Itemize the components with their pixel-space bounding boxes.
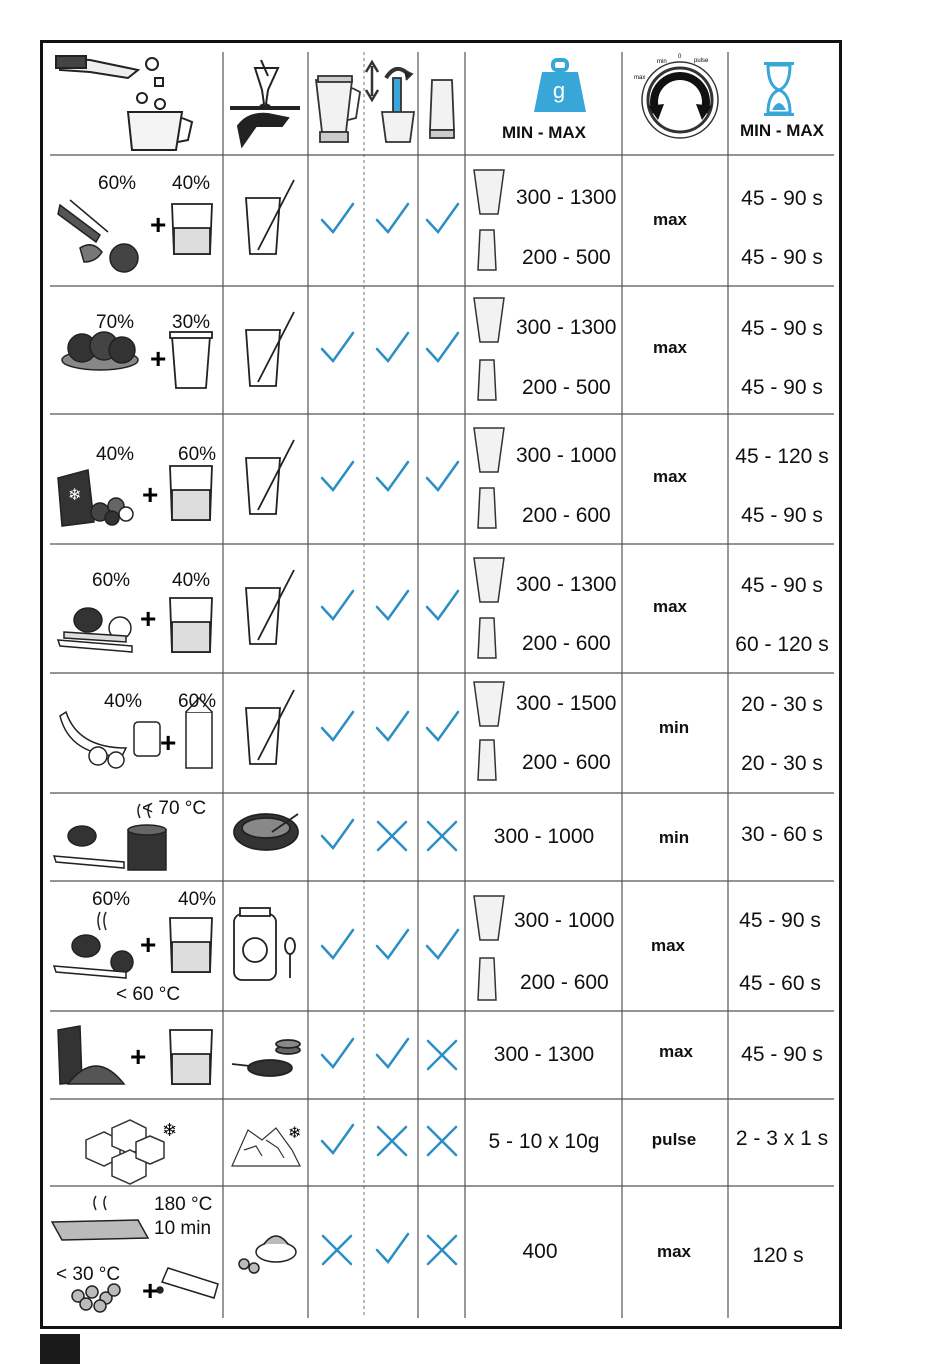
row2-time-jug: 45 - 90 s xyxy=(741,317,823,340)
row6-qty: 300 - 1000 xyxy=(493,825,595,848)
row6-mill-cup-cross-icon xyxy=(428,822,456,850)
row1-time-jug: 45 - 90 s xyxy=(741,187,823,210)
row5-solid-pct: 40% xyxy=(104,691,143,712)
svg-text:+: + xyxy=(140,603,157,634)
row4-mill-cup-check-icon xyxy=(427,591,458,619)
row10-qty: 400 xyxy=(522,1240,558,1263)
row5-speed: min xyxy=(658,718,690,737)
row4-time-cup: 60 - 120 s xyxy=(735,633,829,656)
row7-temp: < 60 °C xyxy=(116,984,181,1005)
svg-text:+: + xyxy=(150,209,167,240)
row3-qty-cup: 200 - 600 xyxy=(522,504,611,527)
row8-qty: 300 - 1300 xyxy=(493,1043,595,1066)
row9-mill-cup-cross-icon xyxy=(428,1127,456,1155)
row4-solid-pct: 60% xyxy=(92,570,131,591)
row10-mill-cup-cross-icon xyxy=(428,1236,456,1264)
row7-mill-cup-check-icon xyxy=(427,930,458,958)
row5-liquid-pct: 60% xyxy=(178,691,217,712)
plus-sign: + xyxy=(142,1275,159,1306)
row3-jug-check-icon xyxy=(322,462,353,490)
row3-time-jug: 45 - 120 s xyxy=(735,445,829,468)
row1-qty-jug: 300 - 1300 xyxy=(516,186,617,209)
row7-time-jug: 45 - 90 s xyxy=(739,909,821,932)
svg-text:❄: ❄ xyxy=(68,487,82,504)
row4-liquid-pct: 40% xyxy=(172,570,211,591)
row7-time-cup: 45 - 60 s xyxy=(739,972,821,995)
dial-zero-label: 0 xyxy=(678,54,682,60)
row4-qty-cup: 200 - 600 xyxy=(522,632,611,655)
row3-mill-cup-check-icon xyxy=(427,462,458,490)
row5-mill-insert-check-icon xyxy=(377,712,408,740)
row4-mill-insert-check-icon xyxy=(377,591,408,619)
row5-jug-check-icon xyxy=(322,712,353,740)
row1-qty-cup: 200 - 500 xyxy=(522,246,611,269)
row1-time-cup: 45 - 90 s xyxy=(741,246,823,269)
dial-pulse-label: pulse xyxy=(694,58,709,64)
row3-qty-jug: 300 - 1000 xyxy=(516,444,617,467)
weight-range-header: MIN - MAX xyxy=(501,123,587,142)
row6-temp: < 70 °C xyxy=(142,798,207,819)
row2-qty-jug: 300 - 1300 xyxy=(516,316,617,339)
row5-qty-jug: 300 - 1500 xyxy=(516,692,617,715)
svg-text:+: + xyxy=(130,1041,147,1072)
row1-solid-pct: 60% xyxy=(98,173,137,194)
row6-mill-insert-cross-icon xyxy=(378,822,406,850)
row5-time-jug: 20 - 30 s xyxy=(741,693,823,716)
row10-roast-time: 10 min xyxy=(154,1218,212,1239)
row1-liquid-pct: 40% xyxy=(172,173,211,194)
row10-mill-insert-check-icon xyxy=(377,1234,408,1262)
row1-speed: max xyxy=(652,210,688,229)
row7-speed: max xyxy=(650,936,686,955)
row4-speed: max xyxy=(652,597,688,616)
row10-jug-cross-icon xyxy=(323,1236,351,1264)
row8-jug-check-icon xyxy=(322,1039,353,1067)
row3-solid-pct: 40% xyxy=(96,444,135,465)
row2-mill-insert-check-icon xyxy=(377,333,408,361)
row2-liquid-pct: 30% xyxy=(172,312,211,333)
row8-time: 45 - 90 s xyxy=(741,1043,823,1066)
row8-mill-insert-check-icon xyxy=(377,1039,408,1067)
row3-time-cup: 45 - 90 s xyxy=(741,504,823,527)
row7-solid-pct: 60% xyxy=(92,889,131,910)
row10-cool-temp: < 30 °C xyxy=(56,1264,121,1285)
row3-mill-insert-check-icon xyxy=(377,462,408,490)
row8-speed: max xyxy=(658,1042,694,1061)
svg-text:+: + xyxy=(140,929,157,960)
row3-speed: max xyxy=(652,467,688,486)
row2-speed: max xyxy=(652,338,688,357)
row1-jug-check-icon xyxy=(322,204,353,232)
row6-speed: min xyxy=(658,828,690,847)
row9-jug-check-icon xyxy=(322,1125,353,1153)
weight-unit: g xyxy=(552,78,566,103)
row7-liquid-pct: 40% xyxy=(178,889,217,910)
row4-qty-jug: 300 - 1300 xyxy=(516,573,617,596)
row7-qty-jug: 300 - 1000 xyxy=(514,909,615,932)
row4-jug-check-icon xyxy=(322,591,353,619)
row5-qty-cup: 200 - 600 xyxy=(522,751,611,774)
row4-time-jug: 45 - 90 s xyxy=(741,574,823,597)
row7-mill-insert-check-icon xyxy=(377,930,408,958)
row10-speed: max xyxy=(656,1242,692,1261)
row8-mill-cup-cross-icon xyxy=(428,1041,456,1069)
row1-mill-insert-check-icon xyxy=(377,204,408,232)
snowflake-icon-2: ❄ xyxy=(288,1125,302,1142)
row1-mill-cup-check-icon xyxy=(427,204,458,232)
row2-solid-pct: 70% xyxy=(96,312,135,333)
time-range-header: MIN - MAX xyxy=(739,121,825,140)
row6-jug-check-icon xyxy=(322,820,353,848)
row9-speed: pulse xyxy=(651,1130,697,1149)
dial-max-label: max xyxy=(634,75,646,81)
row7-qty-cup: 200 - 600 xyxy=(520,971,609,994)
row2-time-cup: 45 - 90 s xyxy=(741,376,823,399)
row9-time: 2 - 3 x 1 s xyxy=(735,1127,829,1150)
row6-time: 30 - 60 s xyxy=(741,823,823,846)
row9-qty: 5 - 10 x 10g xyxy=(488,1130,600,1153)
row10-time: 120 s xyxy=(752,1244,804,1267)
svg-text:+: + xyxy=(160,727,177,758)
row2-jug-check-icon xyxy=(322,333,353,361)
row2-qty-cup: 200 - 500 xyxy=(522,376,611,399)
row7-jug-check-icon xyxy=(322,930,353,958)
svg-text:+: + xyxy=(150,343,167,374)
row3-liquid-pct: 60% xyxy=(178,444,217,465)
row9-mill-insert-cross-icon xyxy=(378,1127,406,1155)
snowflake-icon: ❄ xyxy=(162,1120,178,1140)
row5-time-cup: 20 - 30 s xyxy=(741,752,823,775)
svg-text:+: + xyxy=(142,479,159,510)
row5-mill-cup-check-icon xyxy=(427,712,458,740)
row10-roast-temp: 180 °C xyxy=(154,1194,213,1215)
dial-min-label: min xyxy=(657,59,667,65)
row2-mill-cup-check-icon xyxy=(427,333,458,361)
